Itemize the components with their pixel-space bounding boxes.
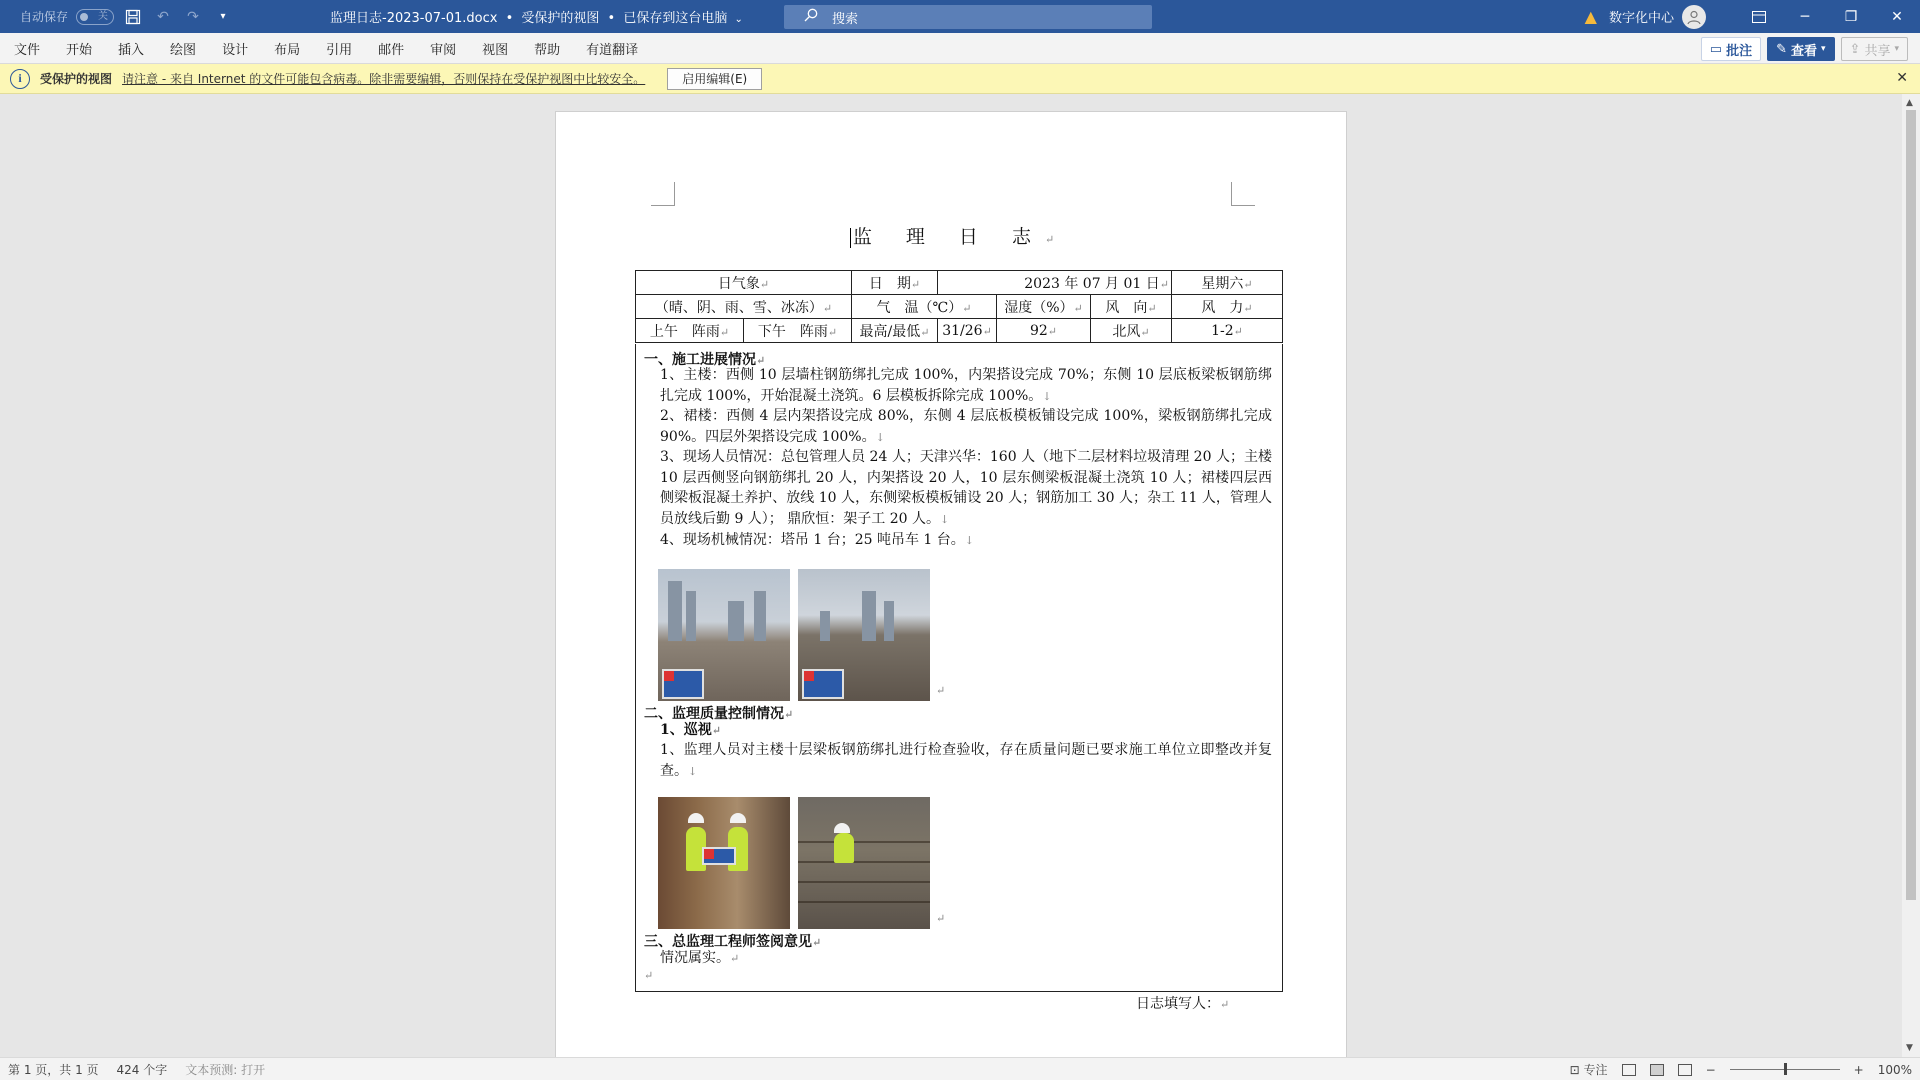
tab-insert[interactable]: 插入 <box>118 42 145 58</box>
line-break-mark: ↓ <box>688 764 698 778</box>
share-icon: ⇪ <box>1849 41 1861 57</box>
search-icon <box>804 8 818 26</box>
document-page[interactable] <box>555 111 1347 1061</box>
zoom-in-icon[interactable]: + <box>1853 1062 1864 1077</box>
zoom-slider-thumb[interactable] <box>1784 1063 1787 1075</box>
paragraph-mark: ↵ <box>936 684 946 697</box>
progress-item-personnel <box>660 447 1272 531</box>
tab-review[interactable]: 审阅 <box>430 42 457 58</box>
log-recorder-label: 日志填写人： <box>1136 996 1220 1012</box>
cell-mark: ↵ <box>1233 324 1243 338</box>
morning-weather <box>636 319 744 343</box>
focus-mode-button[interactable] <box>1570 1061 1608 1078</box>
document-name: 监理日志-2023-07-01.docx <box>330 11 498 26</box>
vertical-scrollbar[interactable] <box>1902 94 1920 1057</box>
helmet-shape <box>688 813 704 823</box>
progress-item-machinery <box>660 530 1272 552</box>
wind-direction-value-text: 北风 <box>1112 323 1141 340</box>
comments-button[interactable] <box>1701 37 1761 61</box>
humidity-label-text: 湿度（%） <box>1004 299 1074 316</box>
autosave-state: 关 <box>98 10 109 22</box>
wind-direction-label-text: 风 向 <box>1105 299 1148 316</box>
building-shape <box>862 591 876 641</box>
web-layout-icon[interactable] <box>1678 1064 1692 1076</box>
text-prediction-status[interactable]: 文本预测: 打开 <box>185 1062 266 1077</box>
director-review-text: 情况属实。 <box>660 950 730 966</box>
close-icon[interactable]: ✕ <box>1896 70 1908 86</box>
temperature-value-text: 31/26 <box>942 322 983 339</box>
paragraph-mark: ↵ <box>644 969 654 982</box>
close-icon[interactable]: ✕ <box>1891 8 1903 25</box>
cell-mark: ↵ <box>1159 277 1169 291</box>
temperature-label-text: 气 温（℃） <box>876 299 963 316</box>
share-button[interactable] <box>1841 37 1908 61</box>
building-shape <box>884 601 894 641</box>
page-count[interactable]: 第 1 页，共 1 页 <box>8 1062 99 1077</box>
warning-icon[interactable]: ▲ <box>1584 7 1597 26</box>
protected-view-status: 受保护的视图 <box>521 11 600 26</box>
title-separator: • <box>505 11 514 26</box>
paragraph-mark: ↵ <box>1220 998 1230 1011</box>
save-status: 已保存到这台电脑 <box>623 11 728 26</box>
site-signboard <box>662 669 704 699</box>
building-shape <box>686 591 696 641</box>
tab-file[interactable]: 文件 <box>14 42 41 58</box>
pen-icon: ✎ <box>1776 41 1787 57</box>
afternoon-weather-text: 下午 阵雨 <box>757 323 828 340</box>
minimize-icon[interactable]: ─ <box>1800 8 1810 25</box>
progress-item-text: 2、裙楼：西侧 4 层内架搭设完成 80%，东侧 4 层底板模板铺设完成 100%，梁板钢筋绑扎完成 90%。四层外架搭设完成 100%。 <box>660 408 1272 445</box>
site-photo[interactable] <box>798 569 930 701</box>
ribbon-actions <box>1701 37 1908 61</box>
viewing-mode-button[interactable] <box>1767 37 1834 61</box>
tab-design[interactable]: 设计 <box>222 42 249 58</box>
log-content-cell <box>635 344 1283 992</box>
scroll-up-icon[interactable]: ▲ <box>1906 98 1913 108</box>
date-label-text: 日 期 <box>868 275 911 292</box>
date-value <box>938 271 1172 295</box>
undo-icon[interactable]: ↶ <box>157 8 169 25</box>
wind-force-label-text: 风 力 <box>1201 299 1244 316</box>
protected-view-title: 受保护的视图 <box>40 72 113 86</box>
section-heading-text: 三、总监理工程师签阅意见 <box>644 934 812 950</box>
info-icon: i <box>10 69 30 89</box>
viewing-mode-label: 查看 <box>1791 43 1818 59</box>
site-signboard <box>802 669 844 699</box>
section-heading-text: 二、监理质量控制情况 <box>644 706 784 722</box>
cell-mark: ↵ <box>822 301 833 315</box>
humidity-label <box>997 295 1091 319</box>
minmax-label-text: 最高/最低 <box>859 323 921 340</box>
chevron-down-icon: ▾ <box>1821 44 1826 54</box>
rebar-line <box>798 861 930 863</box>
helmet-shape <box>834 823 850 833</box>
inspection-item-text: 1、监理人员对主楼十层梁板钢筋绑扎进行检查验收，存在质量问题已要求施工单位立即整改并复查。 <box>660 742 1272 779</box>
cell-mark: ↵ <box>827 325 838 339</box>
share-label: 共享 <box>1864 43 1891 59</box>
tab-draw[interactable]: 绘图 <box>170 42 197 58</box>
tab-layout[interactable]: 布局 <box>274 42 301 58</box>
weekday-text: 星期六 <box>1201 275 1244 292</box>
building-shape <box>820 611 830 641</box>
scroll-down-icon[interactable]: ▼ <box>1906 1043 1913 1053</box>
site-signboard <box>702 847 736 865</box>
ribbon-display-options-icon[interactable] <box>1736 0 1782 33</box>
tab-references[interactable]: 引用 <box>326 42 353 58</box>
ribbon-tab-bar <box>0 33 1920 64</box>
progress-item-text: 4、现场机械情况：塔吊 1 台；25 吨吊车 1 台。 <box>660 532 965 548</box>
zoom-out-icon[interactable]: − <box>1705 1062 1716 1077</box>
tab-home[interactable]: 开始 <box>66 42 93 58</box>
inspection-photo[interactable] <box>798 797 930 929</box>
margin-corner-mark <box>651 182 675 206</box>
weather-hint <box>636 295 852 319</box>
paragraph-mark: ↵ <box>784 708 794 721</box>
building-shape <box>728 601 744 641</box>
focus-icon: ⊡ <box>1569 1063 1580 1077</box>
building-shape <box>754 591 766 641</box>
subsection-text: 1、巡视 <box>660 722 712 738</box>
cell-mark: ↵ <box>759 277 770 291</box>
paragraph-mark: ↵ <box>1044 233 1055 246</box>
heading-text: 监 理 日 志 <box>852 226 1045 248</box>
rebar-line <box>798 901 930 903</box>
section-heading-text: 一、施工进展情况 <box>644 352 756 368</box>
site-photo[interactable] <box>658 569 790 701</box>
date-value-text: 2023 年 07 月 01 日 <box>1024 275 1160 292</box>
chevron-down-icon: ⌄ <box>734 14 743 25</box>
title-bar-right <box>1585 0 1920 33</box>
building-shape <box>668 581 682 641</box>
chevron-down-icon: ▾ <box>1894 44 1899 54</box>
cell-mark: ↵ <box>1243 301 1253 315</box>
weather-hint-text: （晴、阴、雨、雪、冰冻） <box>654 299 823 316</box>
paragraph-mark: ↵ <box>730 952 740 965</box>
paragraph-mark: ↵ <box>936 912 946 925</box>
status-bar-right <box>1570 1058 1912 1080</box>
cell-mark: ↵ <box>982 324 992 338</box>
inspection-photo[interactable] <box>658 797 790 929</box>
user-name[interactable]: 数字化中心 <box>1608 11 1674 26</box>
paragraph-mark: ↵ <box>812 936 822 949</box>
protected-view-message[interactable]: 请注意 - 来自 Internet 的文件可能包含病毒。除非需要编辑，否则保持在受保护视图中比较安全。 <box>122 72 646 86</box>
wind-direction-value <box>1091 319 1172 343</box>
progress-item-text: 3、现场人员情况：总包管理人员 24 人；天津兴华：160 人（地下二层材料垃圾清理 20 人；主楼 10 层西侧竖向钢筋绑扎 20 人，内架搭设 20 人，10 层东侧梁板混凝土浇筑 10 人；裙楼四层西侧梁板混凝土养护、放线 10 人，东侧梁板模板铺设 20 人；钢筋加工 30 人；杂工 11 人，管理人员放线后勤 9 人）； 鼎欣恒：架子工 20 人。 <box>660 449 1272 528</box>
weather-label <box>636 271 852 295</box>
subsection-inspection <box>660 720 1272 742</box>
humidity-value <box>997 319 1091 343</box>
cell-mark: ↵ <box>962 301 972 315</box>
title-bar <box>0 0 1920 33</box>
save-icon[interactable] <box>122 6 144 28</box>
tab-help[interactable]: 帮助 <box>534 42 561 58</box>
autosave-toggle[interactable] <box>76 9 114 25</box>
afternoon-weather <box>744 319 852 343</box>
cell-mark: ↵ <box>1047 324 1058 338</box>
autosave-label: 自动保存 <box>20 10 69 24</box>
line-break-mark: ↓ <box>939 513 950 527</box>
scrollbar-thumb[interactable] <box>1906 110 1916 900</box>
word-count[interactable]: 424 个字 <box>116 1062 168 1077</box>
log-recorder-field <box>1136 993 1229 1013</box>
rebar-line <box>798 881 930 883</box>
inspection-item <box>660 740 1272 782</box>
paragraph-mark: ↵ <box>756 354 766 367</box>
read-mode-icon[interactable] <box>1622 1064 1636 1076</box>
wind-force-value <box>1172 319 1283 343</box>
restore-icon[interactable]: ❐ <box>1844 8 1858 25</box>
cell-mark: ↵ <box>1147 301 1157 315</box>
weekday <box>1172 271 1283 295</box>
document-title[interactable] <box>330 7 743 26</box>
status-bar <box>0 1057 1920 1080</box>
wind-direction-label <box>1091 295 1172 319</box>
morning-weather-text: 上午 阵雨 <box>649 323 720 340</box>
cell-mark: ↵ <box>910 277 921 291</box>
helmet-shape <box>730 813 746 823</box>
ribbon-tabs <box>0 39 651 58</box>
progress-item-text: 1、主楼：西侧 10 层墙柱钢筋绑扎完成 100%，内架搭设完成 70%；东侧 10 层底板梁板钢筋绑扎完成 100%，开始混凝土浇筑。6 层模板拆除完成 100%。 <box>660 367 1272 404</box>
protected-view-bar <box>0 64 1920 94</box>
search-placeholder: 搜索 <box>832 11 859 27</box>
comments-label: 批注 <box>1726 43 1753 59</box>
tab-youdao-translate[interactable]: 有道翻译 <box>586 42 639 58</box>
date-label <box>852 271 938 295</box>
text-cursor <box>850 228 851 248</box>
temperature-value <box>938 319 997 343</box>
progress-item-main-building <box>660 365 1272 407</box>
quick-access-toolbar <box>0 6 320 28</box>
minmax-label <box>852 319 938 343</box>
temperature-label <box>852 295 997 319</box>
paragraph-mark: ↵ <box>711 724 721 737</box>
zoom-slider[interactable] <box>1730 1069 1840 1070</box>
humidity-value-text: 92 <box>1029 322 1048 339</box>
tab-view[interactable]: 视图 <box>482 42 509 58</box>
cell-mark: ↵ <box>1140 325 1150 339</box>
progress-item-podium <box>660 406 1272 448</box>
search-box[interactable] <box>784 5 1152 29</box>
redo-icon[interactable]: ↷ <box>187 8 199 25</box>
comment-icon: ▭ <box>1709 41 1723 57</box>
wind-force-value-text: 1-2 <box>1211 322 1234 339</box>
title-separator: • <box>607 11 616 26</box>
cell-mark: ↵ <box>1243 277 1253 291</box>
wind-force-label <box>1172 295 1283 319</box>
zoom-level[interactable]: 100% <box>1877 1062 1912 1077</box>
rebar-line <box>798 841 930 843</box>
line-break-mark: ↓ <box>1042 389 1052 403</box>
line-break-mark: ↓ <box>875 430 885 444</box>
cell-mark: ↵ <box>920 325 930 339</box>
cell-mark: ↵ <box>719 325 730 339</box>
cell-mark: ↵ <box>1073 301 1083 315</box>
print-layout-icon[interactable] <box>1650 1064 1664 1076</box>
focus-label: 专注 <box>1583 1063 1608 1077</box>
weather-info-table <box>635 270 1283 343</box>
customize-toolbar-icon[interactable]: ▾ <box>220 11 226 22</box>
weather-label-text: 日气象 <box>717 275 760 292</box>
worker-shape <box>834 833 854 863</box>
line-break-mark: ↓ <box>964 534 975 547</box>
enable-editing-button[interactable]: 启用编辑(E) <box>667 68 762 90</box>
director-review-comment <box>660 948 1272 970</box>
document-heading <box>556 222 1348 249</box>
tab-mailings[interactable]: 邮件 <box>378 42 405 58</box>
avatar[interactable] <box>1682 5 1706 29</box>
margin-corner-mark <box>1231 182 1255 206</box>
